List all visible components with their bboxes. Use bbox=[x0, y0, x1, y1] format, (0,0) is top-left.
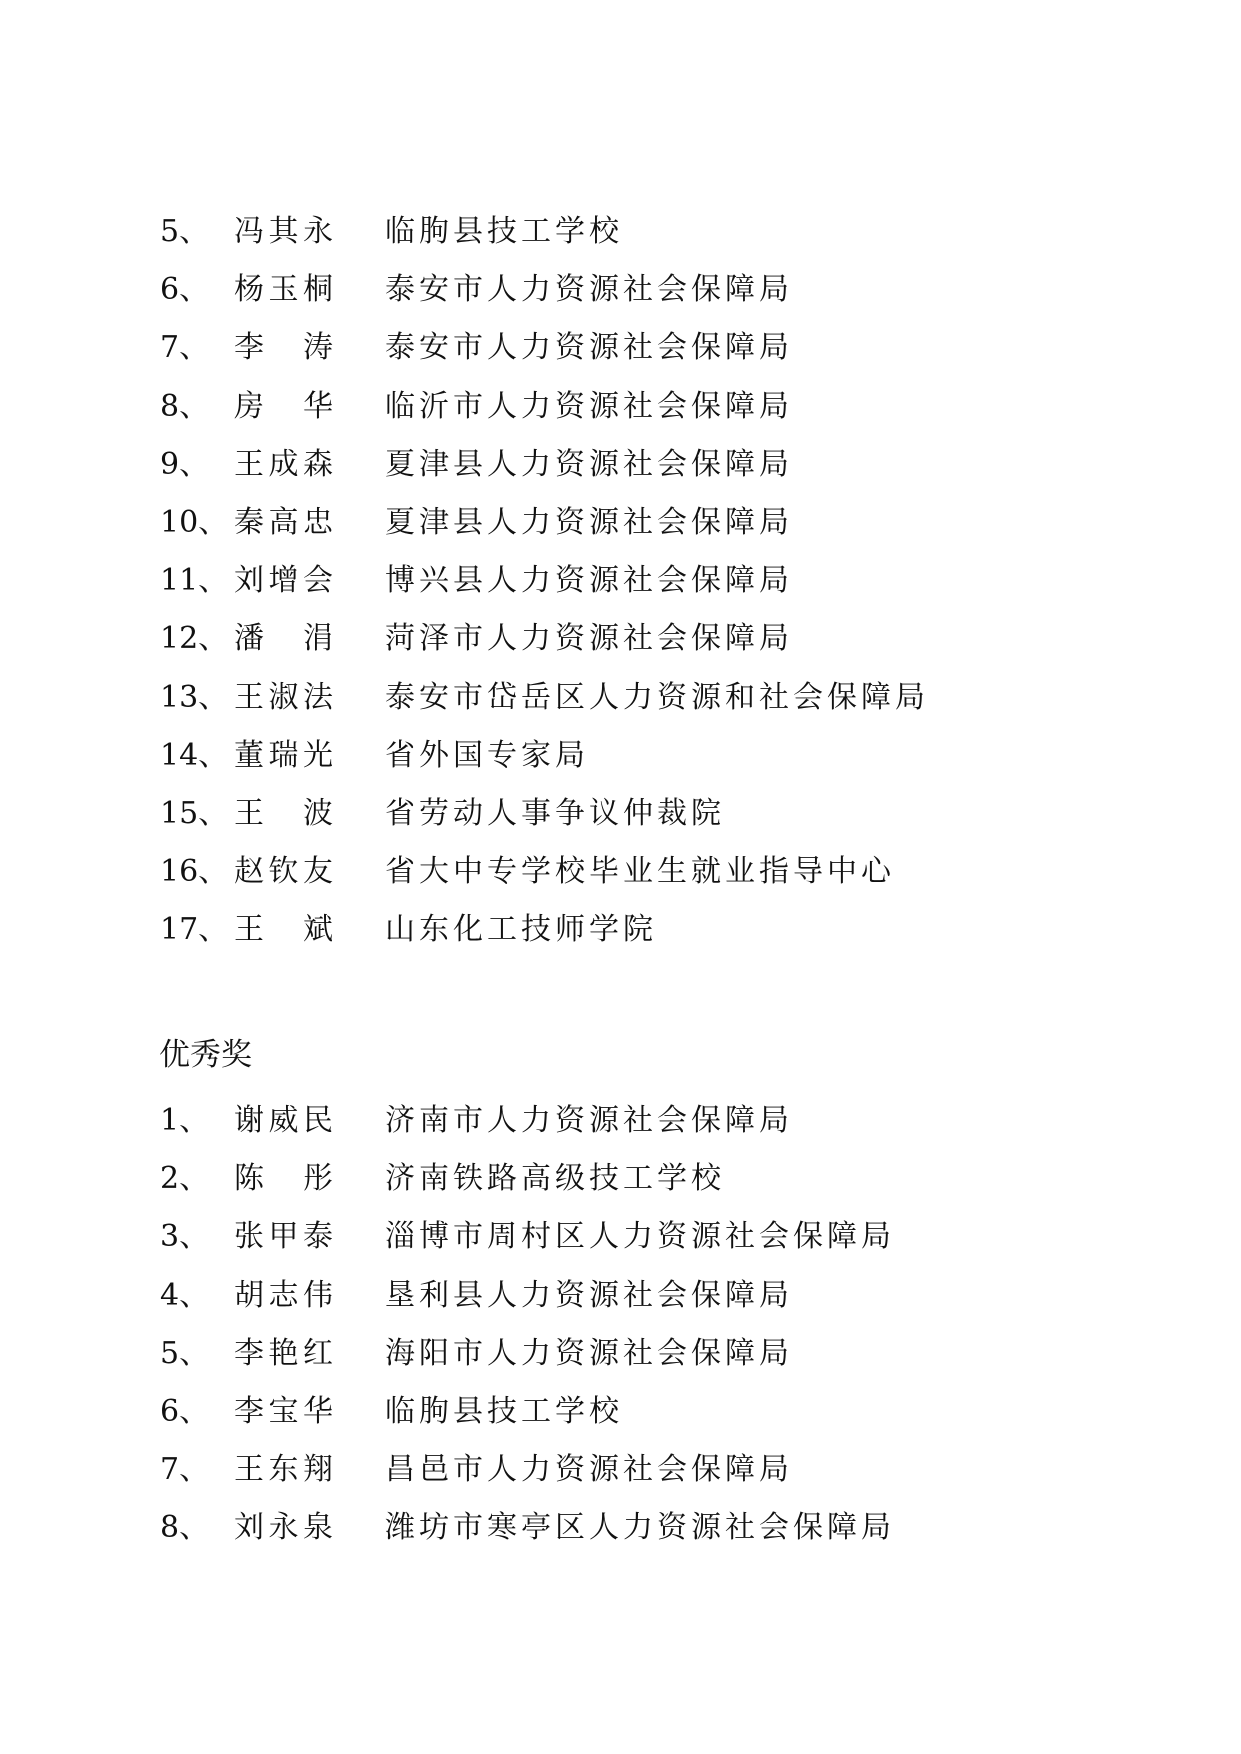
person-name: 张甲泰 bbox=[234, 1219, 333, 1255]
person-name: 房华 bbox=[234, 388, 333, 424]
organization: 夏津县人力资源社会保障局 bbox=[385, 504, 793, 540]
item-number: 8、 bbox=[160, 388, 210, 424]
list-item bbox=[0, 1278, 1241, 1336]
list-item bbox=[0, 1510, 1241, 1568]
person-name: 冯其永 bbox=[234, 214, 333, 249]
person-name: 李艳红 bbox=[234, 1335, 333, 1371]
organization: 昌邑市人力资源社会保障局 bbox=[385, 1452, 793, 1488]
organization: 潍坊市寒亭区人力资源社会保障局 bbox=[385, 1510, 895, 1546]
organization: 泰安市人力资源社会保障局 bbox=[385, 272, 793, 308]
list-item bbox=[0, 272, 1241, 330]
person-name: 胡志伟 bbox=[234, 1277, 333, 1313]
list-item bbox=[0, 563, 1241, 621]
person-name: 刘增会 bbox=[234, 563, 333, 599]
person-name: 李宝华 bbox=[234, 1393, 333, 1429]
item-number: 6、 bbox=[160, 272, 210, 308]
list-item bbox=[0, 1219, 1241, 1277]
organization: 临沂市人力资源社会保障局 bbox=[385, 388, 793, 424]
person-name: 谢威民 bbox=[234, 1103, 333, 1138]
person-name: 陈彤 bbox=[234, 1161, 333, 1197]
award-list-continued bbox=[0, 214, 1241, 970]
list-item bbox=[0, 1161, 1241, 1219]
organization: 博兴县人力资源社会保障局 bbox=[385, 563, 793, 599]
list-item bbox=[0, 796, 1241, 854]
list-item bbox=[0, 1394, 1241, 1452]
item-number: 13、 bbox=[160, 679, 229, 715]
list-item bbox=[0, 389, 1241, 447]
section-title: 优秀奖 bbox=[159, 1037, 252, 1073]
person-name: 潘涓 bbox=[234, 621, 333, 657]
person-name: 杨玉桐 bbox=[234, 272, 333, 308]
item-number: 10、 bbox=[160, 504, 229, 540]
item-number: 9、 bbox=[160, 446, 210, 482]
list-item bbox=[0, 738, 1241, 796]
person-name: 王东翔 bbox=[234, 1452, 333, 1488]
person-name: 董瑞光 bbox=[234, 737, 333, 773]
organization: 临朐县技工学校 bbox=[385, 1393, 623, 1429]
item-number: 8、 bbox=[160, 1510, 210, 1546]
person-name: 赵钦友 bbox=[234, 854, 333, 890]
organization: 夏津县人力资源社会保障局 bbox=[385, 446, 793, 482]
organization: 省大中专学校毕业生就业指导中心 bbox=[385, 854, 895, 890]
item-number: 14、 bbox=[160, 737, 229, 773]
list-item bbox=[0, 854, 1241, 912]
organization: 菏泽市人力资源社会保障局 bbox=[385, 621, 793, 657]
item-number: 11、 bbox=[160, 563, 229, 599]
item-number: 2、 bbox=[160, 1161, 210, 1197]
person-name: 王斌 bbox=[234, 912, 333, 948]
item-number: 1、 bbox=[160, 1103, 210, 1138]
organization: 山东化工技师学院 bbox=[385, 912, 657, 948]
organization: 海阳市人力资源社会保障局 bbox=[385, 1335, 793, 1371]
item-number: 3、 bbox=[160, 1219, 210, 1255]
organization: 济南铁路高级技工学校 bbox=[385, 1161, 725, 1197]
list-item bbox=[0, 1452, 1241, 1510]
item-number: 5、 bbox=[160, 1335, 210, 1371]
organization: 泰安市岱岳区人力资源和社会保障局 bbox=[385, 679, 929, 715]
list-item bbox=[0, 912, 1241, 970]
list-item bbox=[0, 680, 1241, 738]
person-name: 王波 bbox=[234, 795, 333, 831]
person-name: 王淑法 bbox=[234, 679, 333, 715]
list-item bbox=[0, 505, 1241, 563]
organization: 泰安市人力资源社会保障局 bbox=[385, 330, 793, 366]
person-name: 秦高忠 bbox=[234, 504, 333, 540]
list-item bbox=[0, 447, 1241, 505]
organization: 淄博市周村区人力资源社会保障局 bbox=[385, 1219, 895, 1255]
item-number: 7、 bbox=[160, 330, 210, 366]
list-item bbox=[0, 1103, 1241, 1161]
person-name: 李涛 bbox=[234, 330, 333, 366]
list-item bbox=[0, 1336, 1241, 1394]
organization: 济南市人力资源社会保障局 bbox=[385, 1103, 793, 1138]
item-number: 4、 bbox=[160, 1277, 210, 1313]
item-number: 5、 bbox=[160, 214, 210, 249]
item-number: 7、 bbox=[160, 1452, 210, 1488]
item-number: 6、 bbox=[160, 1393, 210, 1429]
item-number: 12、 bbox=[160, 621, 229, 657]
list-item bbox=[0, 330, 1241, 388]
item-number: 17、 bbox=[160, 912, 229, 948]
excellence-award-list bbox=[0, 1103, 1241, 1569]
person-name: 刘永泉 bbox=[234, 1510, 333, 1546]
item-number: 15、 bbox=[160, 795, 229, 831]
list-item bbox=[0, 621, 1241, 679]
organization: 临朐县技工学校 bbox=[385, 214, 623, 249]
organization: 垦利县人力资源社会保障局 bbox=[385, 1277, 793, 1313]
organization: 省劳动人事争议仲裁院 bbox=[385, 795, 725, 831]
item-number: 16、 bbox=[160, 854, 229, 890]
person-name: 王成森 bbox=[234, 446, 333, 482]
list-item bbox=[0, 214, 1241, 272]
organization: 省外国专家局 bbox=[385, 737, 589, 773]
